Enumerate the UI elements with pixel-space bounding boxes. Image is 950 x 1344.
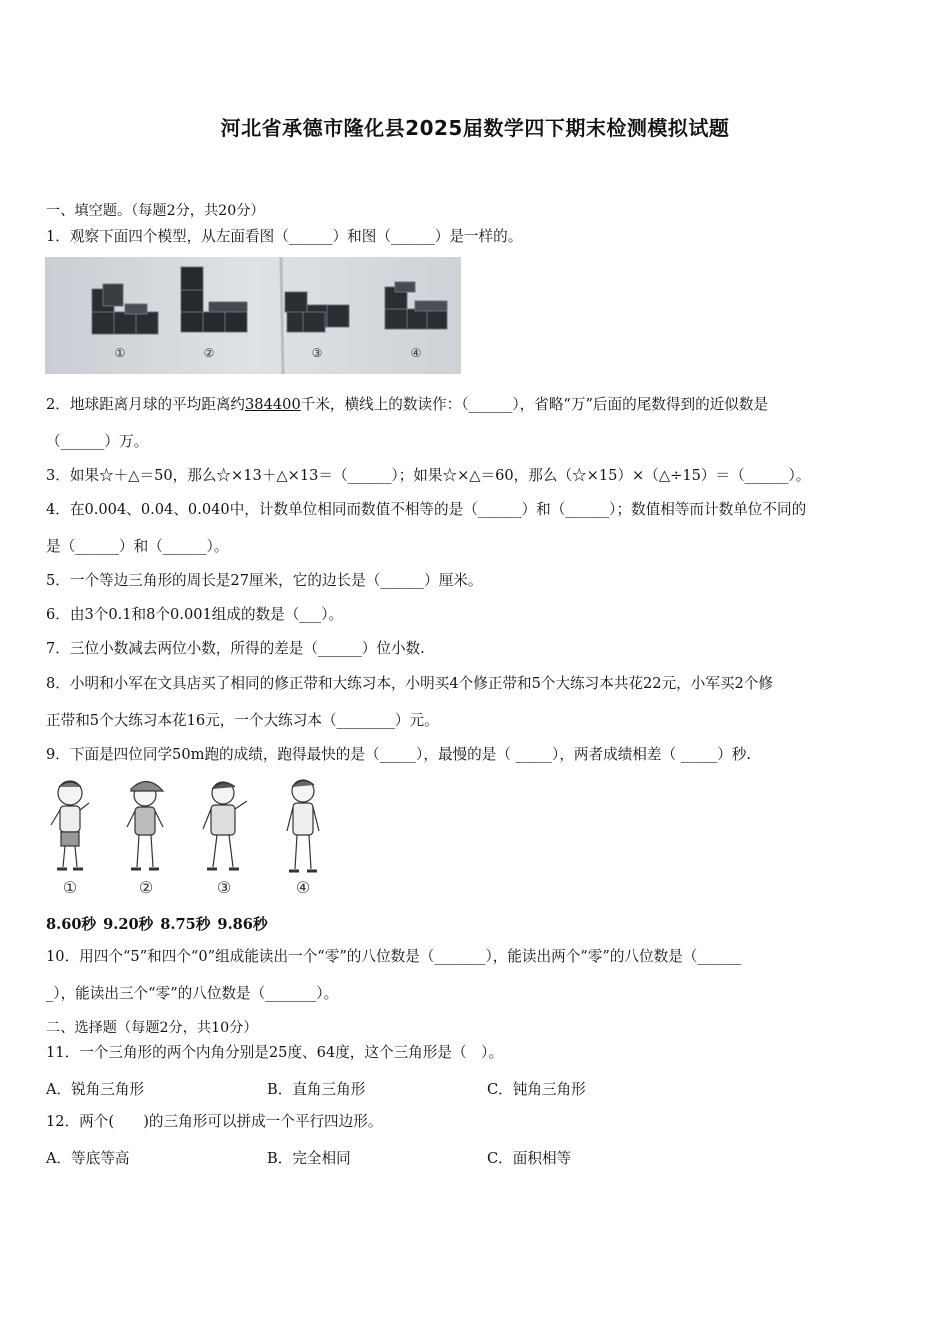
child-1: [51, 781, 89, 869]
section-choice-heading: 二、选择题（每题2分，共10分）: [46, 1020, 258, 1036]
question-7: 7．三位小数减去两位小数，所得的差是（______）位小数.: [46, 640, 425, 657]
question-10-line-1: 10．用四个“5”和四个“0”组成能读出一个“零”的八位数是（_______），能读出两个“零”的八位数是（______: [46, 948, 742, 965]
q11-option-c[interactable]: C．钝角三角形: [487, 1081, 586, 1098]
fig2-label-2: ②: [138, 878, 154, 897]
fig2-label-4: ④: [295, 878, 311, 897]
question-1: 1．观察下面四个模型，从左面看图（______）和图（______）是一样的。: [46, 228, 523, 245]
q2-text-before: 2．地球距离月球的平均距离约: [46, 396, 246, 413]
q11-option-a[interactable]: A．锐角三角形: [46, 1081, 145, 1098]
q12-option-a[interactable]: A．等底等高: [46, 1150, 130, 1167]
fig1-label-1: ①: [114, 346, 126, 360]
page-title: 河北省承德市隆化县2025届数学四下期末检测模拟试题: [220, 116, 730, 140]
question-5: 5．一个等边三角形的周长是27厘米，它的边长是（______）厘米。: [46, 572, 483, 589]
question-6: 6．由3个0.1和8个0.001组成的数是（___）。: [46, 606, 344, 623]
fig2-label-1: ①: [62, 878, 78, 897]
q12-option-c[interactable]: C．面积相等: [487, 1150, 572, 1167]
fig2-label-3: ③: [216, 878, 232, 897]
child-4: [287, 780, 319, 871]
q12-option-b[interactable]: B．完全相同: [267, 1150, 351, 1167]
time-3: 8.75秒: [160, 916, 211, 933]
run-times: [46, 913, 275, 934]
section-fill-blank-heading: 一、填空题。（每题2分，共20分）: [46, 203, 265, 219]
child-3: [203, 782, 247, 869]
question-8-line-2: 正带和5个大练习本花16元，一个大练习本（________）元。: [46, 712, 439, 729]
fig1-label-4: ④: [410, 346, 422, 360]
question-4-line-1: 4．在0.004、0.04、0.040中，计数单位相同而数值不相等的是（______）和（______）；数值相等而计数单位不同的: [46, 501, 807, 518]
question-2-line-1: [46, 395, 768, 415]
child-2: [127, 781, 163, 869]
fig1-label-3: ③: [311, 346, 323, 360]
q2-distance-number: 384400: [245, 396, 301, 413]
question-4-line-2: 是（______）和（______）。: [46, 538, 229, 555]
question-12: 12．两个( )的三角形可以拼成一个平行四边形。: [46, 1113, 383, 1130]
runners-figure: [45, 775, 325, 900]
question-8-line-1: 8．小明和小军在文具店买了相同的修正带和大练习本，小明买4个修正带和5个大练习本共花22元，小军买2个修: [46, 675, 774, 692]
question-11: 11．一个三角形的两个内角分别是25度、64度，这个三角形是（ ）。: [46, 1044, 504, 1061]
fig1-label-2: ②: [203, 346, 215, 360]
time-4: 9.86秒: [217, 916, 268, 933]
question-9: 9．下面是四位同学50m跑的成绩，跑得最快的是（_____），最慢的是（ _____），两者成绩相差（ _____）秒.: [46, 746, 752, 763]
time-1: 8.60秒: [46, 916, 97, 933]
q2-text-after: 千米，横线上的数读作：（______），省略“万”后面的尾数得到的近似数是: [300, 396, 769, 413]
question-10-line-2: _），能读出三个“零”的八位数是（_______）。: [46, 985, 339, 1002]
question-3: 3．如果☆＋△＝50，那么☆×13＋△×13＝（______）；如果☆×△＝60，那么（☆×15）×（△÷15）＝（______）。: [46, 467, 811, 484]
question-2-line-2: （______）万。: [46, 433, 149, 450]
q11-option-b[interactable]: B．直角三角形: [267, 1081, 366, 1098]
cube-models-figure: [45, 257, 461, 374]
time-2: 9.20秒: [103, 916, 154, 933]
